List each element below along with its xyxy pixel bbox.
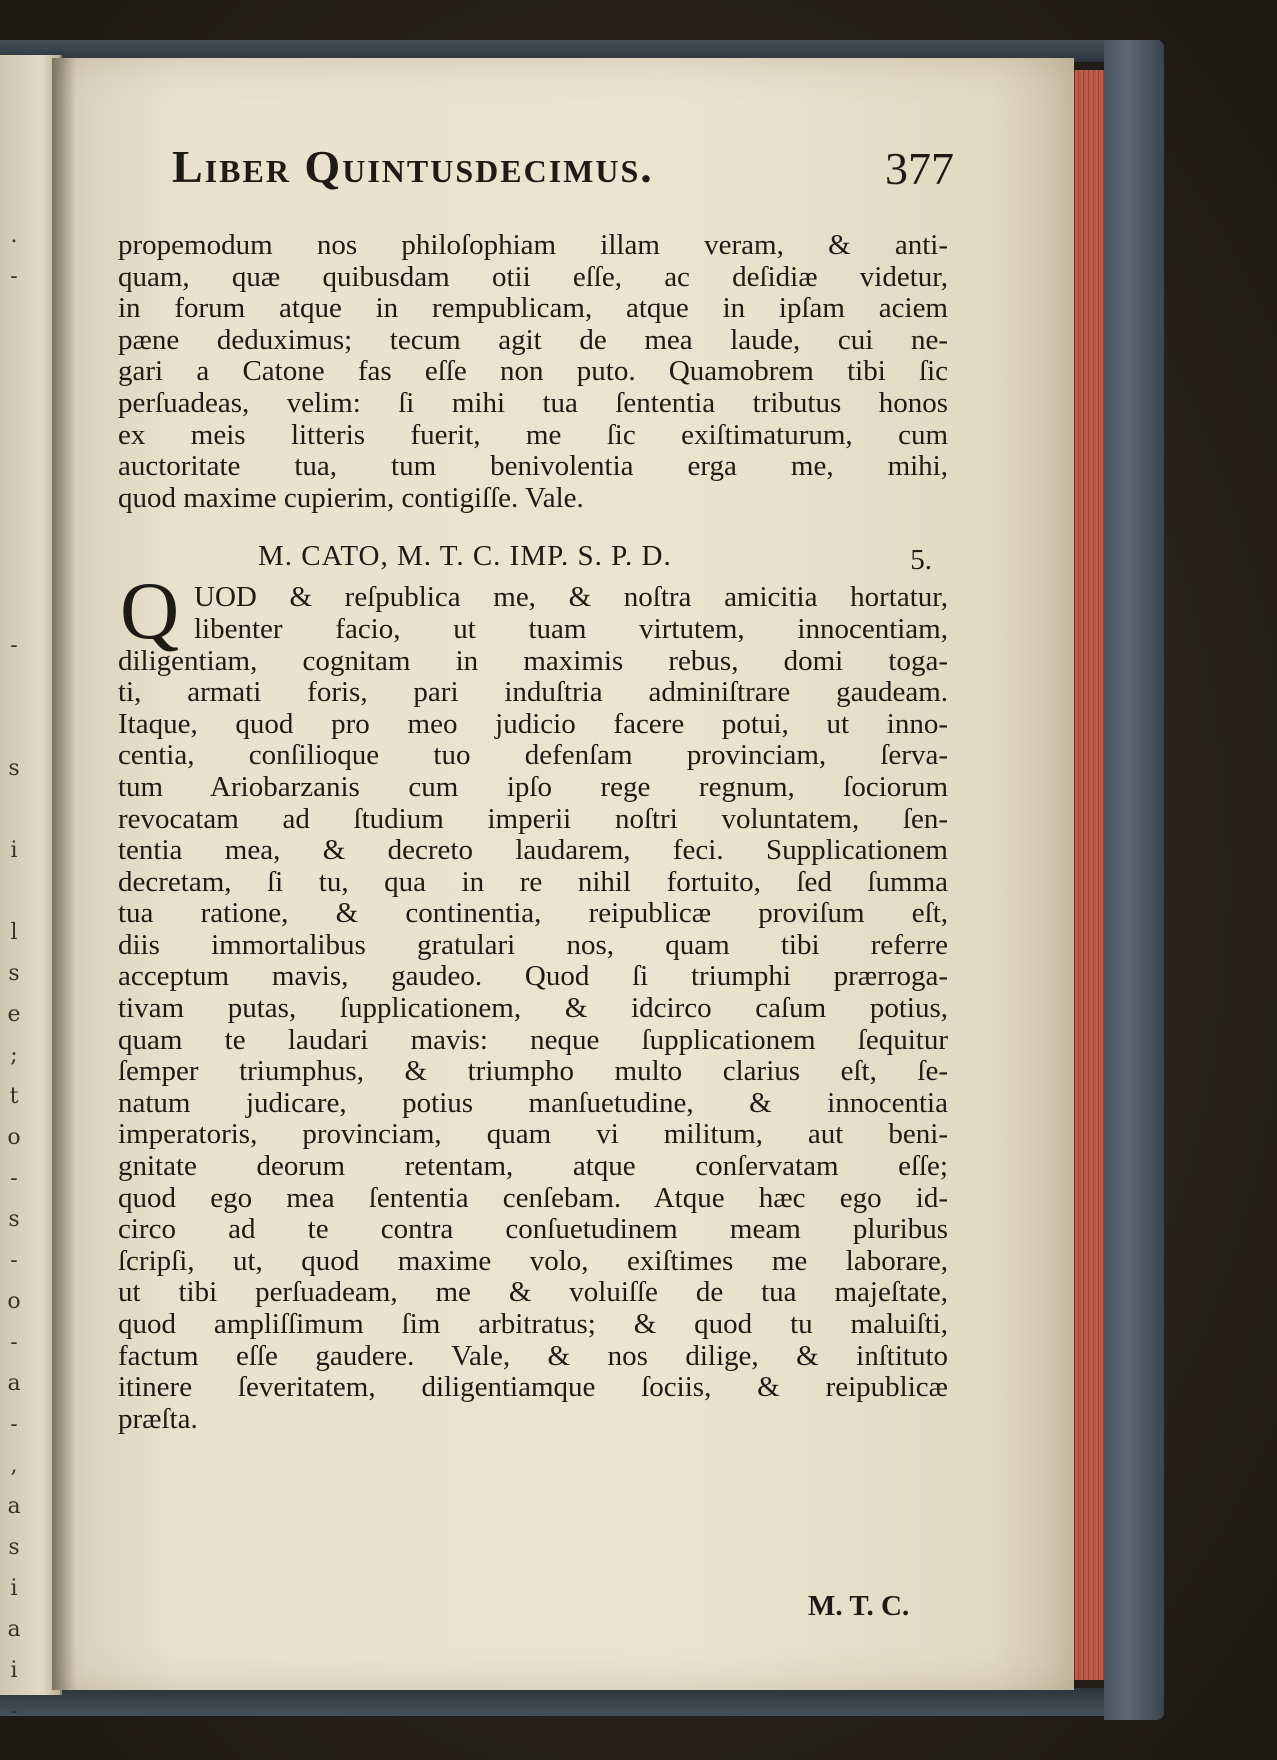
letter-heading — [118, 532, 948, 582]
running-head-title: Liber Quintusdecimus. — [172, 141, 654, 192]
paragraph2-line: tua ratione, & continentia, reipublicæ proviſum eſt, — [118, 897, 948, 930]
margin-fragment: - — [10, 1412, 18, 1437]
paragraph1-line: ex meis litteris fuerit, me ſic exiſtimaturum, cum — [118, 418, 948, 451]
paragraph2-line: UOD & reſpublica me, & noſtra amicitia hortatur, — [194, 581, 948, 614]
paragraph2-line: revocatam ad ſtudium imperii noſtri voluntatem, ſen- — [118, 802, 948, 835]
catchword: M. T. C. — [808, 1590, 910, 1622]
paragraph2-line: ſcripſi, ut, quod maxime volo, exiſtimes me laborare, — [118, 1244, 948, 1277]
book-cover — [1104, 40, 1164, 1720]
paragraph2-line: diis immortalibus gratulari nos, quam tibi referre — [118, 928, 948, 961]
paragraph2-line: quod ampliſſimum ſim arbitratus; & quod tu maluiſti, — [118, 1308, 948, 1340]
left-page-margin-fragments — [4, 215, 24, 1724]
paragraph2-line: factum eſſe gaudere. Vale, & nos dilige, & inſtituto — [118, 1339, 948, 1372]
drop-cap: Q — [120, 565, 180, 657]
margin-fragment: , — [10, 1453, 18, 1478]
margin-fragment: - — [10, 1166, 18, 1191]
paragraph2-line: tentia mea, & decreto laudarem, feci. Supplicationem — [118, 834, 948, 867]
margin-fragment — [4, 338, 24, 379]
margin-fragment: a — [7, 1494, 21, 1519]
margin-fragment — [4, 461, 24, 502]
margin-fragment: s — [8, 756, 20, 781]
gutter-shadow — [52, 58, 76, 1690]
paragraph2-line: præſta. — [118, 1402, 198, 1435]
paragraph-letter-body — [118, 565, 948, 1435]
margin-fragment — [4, 379, 24, 420]
paragraph1-line: quod maxime cupierim, contigiſſe. Vale. — [118, 481, 584, 514]
paragraph2-line: Itaque, quod pro meo judicio facere potui, ut inno- — [118, 707, 948, 740]
paragraph1-line: propemodum nos philoſophiam illam veram, & anti- — [118, 229, 948, 261]
margin-fragment — [4, 666, 24, 707]
margin-fragment — [4, 502, 24, 543]
paragraph-previous-letter-end — [118, 230, 948, 514]
paragraph2-line: ut tibi perſuadeam, me & voluiſſe de tua majeſtate, — [118, 1276, 948, 1309]
margin-fragment: - — [10, 1699, 18, 1724]
margin-fragment — [4, 707, 24, 748]
paragraph1-line: quam, quæ quibusdam otii eſſe, ac deſidiæ videtur, — [118, 260, 948, 293]
margin-fragment — [4, 871, 24, 912]
paragraph1-line: perſuadeas, velim: ſi mihi tua ſententia tributus honos — [118, 386, 948, 419]
paragraph2-line: tum Ariobarzanis cum ipſo rege regnum, ſociorum — [118, 770, 948, 803]
paragraph1-line: gari a Catone fas eſſe non puto. Quamobrem tibi ſic — [118, 355, 948, 388]
margin-fragment: i — [10, 1658, 18, 1683]
margin-fragment: o — [7, 1289, 21, 1314]
paragraph2-line: decretam, ſi tu, qua in re nihil fortuito, ſed ſumma — [118, 865, 948, 898]
margin-fragment: - — [10, 1330, 18, 1355]
margin-fragment: - — [10, 1248, 18, 1273]
margin-fragment — [4, 543, 24, 584]
page-text — [118, 140, 954, 1435]
margin-fragment: a — [7, 1617, 21, 1642]
paragraph2-line: circo ad te contra conſuetudinem meam pluribus — [118, 1213, 948, 1246]
margin-fragment: . — [10, 223, 18, 248]
paragraph2-line: ti, armati foris, pari induſtria adminiſtrare gaudeam. — [118, 676, 948, 709]
paragraph2-line: diligentiam, cognitam in maximis rebus, domi toga- — [118, 644, 948, 677]
margin-fragment: - — [10, 264, 18, 289]
margin-fragment: ; — [10, 1043, 18, 1068]
page-number: 377 — [885, 143, 954, 194]
paragraph2-line: quam te laudari mavis: neque ſupplicationem ſequitur — [118, 1023, 948, 1056]
letter-number: 5. — [910, 544, 932, 577]
paragraph2-line: imperatoris, provinciam, quam vi militum, aut beni- — [118, 1118, 948, 1151]
paragraph1-line: auctoritate tua, tum benivolentia erga me, mihi, — [118, 450, 948, 483]
margin-fragment: t — [9, 1084, 19, 1109]
margin-fragment: l — [10, 920, 18, 945]
margin-fragment: e — [7, 1002, 21, 1027]
margin-fragment: s — [8, 1535, 20, 1560]
paragraph2-line: itinere ſeveritatem, diligentiamque ſociis, & reipublicæ — [118, 1371, 948, 1404]
page-edges — [1074, 70, 1104, 1680]
margin-fragment — [4, 584, 24, 625]
margin-fragment: o — [7, 1125, 21, 1150]
margin-fragment: s — [8, 1207, 20, 1232]
margin-fragment: i — [10, 838, 18, 863]
margin-fragment: a — [7, 1371, 21, 1396]
running-head — [118, 140, 954, 200]
cover-bottom-edge — [0, 1688, 1160, 1716]
paragraph2-line: natum judicare, potius manſuetudine, & innocentia — [118, 1086, 948, 1119]
paragraph2-line: libenter facio, ut tuam virtutem, innocentiam, — [194, 612, 948, 645]
margin-fragment — [4, 789, 24, 830]
margin-fragment — [4, 297, 24, 338]
letter-heading-text: M. CATO, M. T. C. IMP. S. P. D. — [258, 540, 672, 573]
margin-fragment — [4, 420, 24, 461]
paragraph2-line: acceptum mavis, gaudeo. Quod ſi triumphi prærroga- — [118, 960, 948, 993]
paragraph2-line: tivam putas, ſupplicationem, & idcirco caſum potius, — [118, 992, 948, 1025]
margin-fragment: i — [10, 1576, 18, 1601]
paragraph2-line: quod ego mea ſententia cenſebam. Atque hæc ego id- — [118, 1181, 948, 1214]
margin-fragment: - — [10, 633, 18, 658]
paragraph2-line: centia, conſilioque tuo defenſam provinciam, ſerva- — [118, 739, 948, 772]
paragraph1-line: in forum atque in rempublicam, atque in ipſam aciem — [118, 292, 948, 325]
paragraph2-line: gnitate deorum retentam, atque conſervatam eſſe; — [118, 1150, 948, 1183]
paragraph1-line: pæne deduximus; tecum agit de mea laude, cui ne- — [118, 323, 948, 356]
paragraph2-line: ſemper triumphus, & triumpho multo clarius eſt, ſe- — [118, 1055, 948, 1088]
margin-fragment: s — [8, 961, 20, 986]
